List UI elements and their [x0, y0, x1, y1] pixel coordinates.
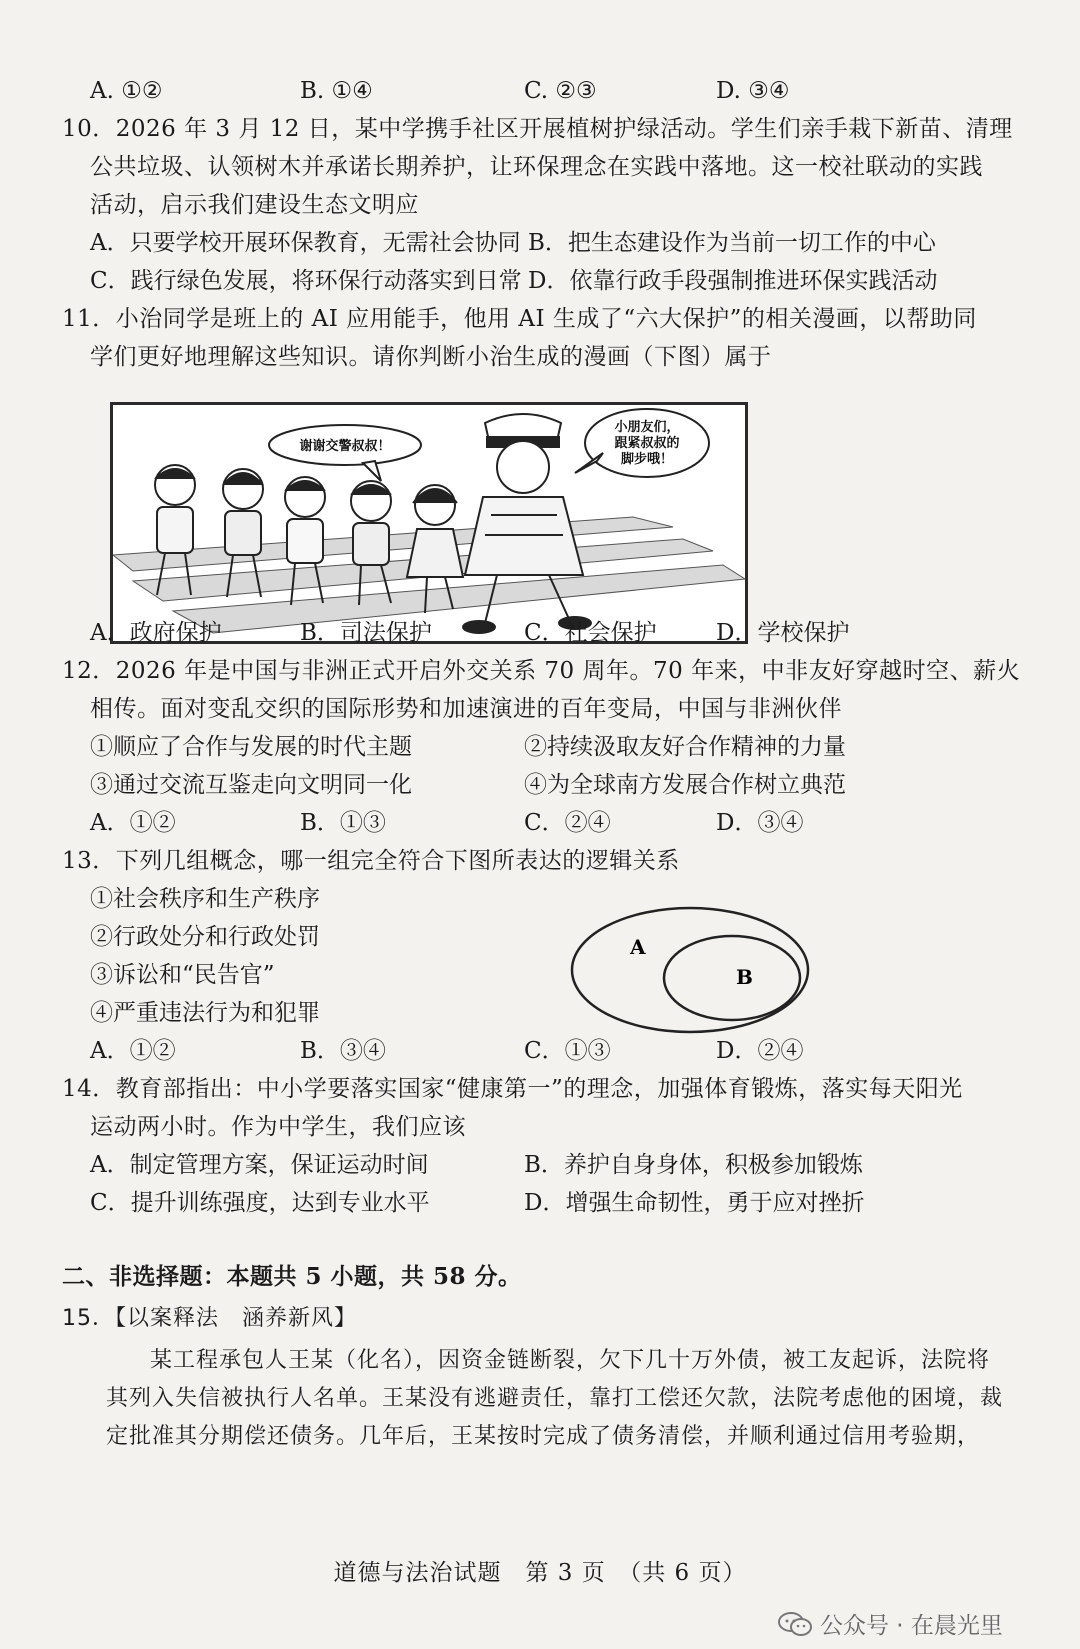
speech-bubble-left — [269, 425, 421, 481]
q13-option-b: B．③④ — [300, 1038, 386, 1064]
q12-statement-2: ②持续汲取友好合作精神的力量 — [524, 734, 846, 760]
q13-option-a: A．①② — [90, 1038, 176, 1064]
q14-option-c: C．提升训练强度，达到专业水平 — [90, 1190, 430, 1216]
wechat-watermark — [778, 1607, 1003, 1640]
q11-option-b: B．司法保护 — [300, 620, 432, 646]
q12-statement-4: ④为全球南方发展合作树立典范 — [524, 772, 846, 798]
q10-option-c: C．践行绿色发展，将环保行动落实到日常 — [90, 268, 522, 294]
q14-option-a: A．制定管理方案，保证运动时间 — [90, 1152, 429, 1178]
venn-outer-ellipse — [572, 908, 808, 1032]
q14-option-b: B．养护自身身体，积极参加锻炼 — [524, 1152, 863, 1178]
q13-line: 13．下列几组概念，哪一组完全符合下图所表达的逻辑关系 — [62, 848, 680, 874]
traffic-police-cartoon — [110, 402, 748, 644]
q10-option-d: D．依靠行政手段强制推进环保实践活动 — [528, 268, 938, 294]
bubble-right-line-3: 脚步哦！ — [620, 452, 674, 467]
venn-diagram — [560, 900, 820, 1040]
q10-line-2: 公共垃圾、认领树木并承诺长期养护，让环保理念在实践中落地。这一校社联动的实践 — [90, 154, 983, 180]
speech-bubble-right — [575, 409, 709, 477]
q11-option-a: A．政府保护 — [90, 620, 222, 646]
q12-statement-1: ①顺应了合作与发展的时代主题 — [90, 734, 412, 760]
venn-label-a: A — [630, 935, 646, 959]
bubble-left-text: 谢谢交警叔叔！ — [299, 439, 391, 454]
venn-label-b: B — [736, 965, 753, 989]
q11-line-2: 学们更好地理解这些知识。请你判断小治生成的漫画（下图）属于 — [90, 344, 772, 370]
q12-statement-3: ③通过交流互鉴走向文明同一化 — [90, 772, 412, 798]
q15-line-2: 其列入失信被执行人名单。王某没有逃避责任，靠打工偿还欠款，法院考虑他的困境，裁 — [106, 1386, 1004, 1411]
q14-option-d: D．增强生命韧性，勇于应对挫折 — [524, 1190, 865, 1216]
q14-line-1: 14．教育部指出：中小学要落实国家“健康第一”的理念，加强体育锻炼，落实每天阳光 — [62, 1076, 963, 1102]
q10-line-1: 10．2026 年 3 月 12 日，某中学携手社区开展植树护绿活动。学生们亲手栽下新苗、清理 — [62, 116, 1013, 142]
q15-title: 15．【以案释法 涵养新风】 — [62, 1306, 357, 1331]
q9-option-b: B. ①④ — [300, 78, 373, 104]
q12-option-d: D．③④ — [716, 810, 804, 836]
watermark-text: 公众号 · 在晨光里 — [820, 1613, 1003, 1639]
q9-option-d: D. ③④ — [716, 78, 790, 104]
q10-option-b: B．把生态建设作为当前一切工作的中心 — [528, 230, 936, 256]
q15-line-1: 某工程承包人王某（化名），因资金链断裂，欠下几十万外债，被工友起诉，法院将 — [150, 1348, 991, 1373]
q14-line-2: 运动两小时。作为中学生，我们应该 — [90, 1114, 466, 1140]
q12-option-c: C．②④ — [524, 810, 611, 836]
q13-statement-4: ④严重违法行为和犯罪 — [90, 1000, 320, 1026]
q13-option-c: C．①③ — [524, 1038, 611, 1064]
section-2-title: 二、非选择题：本题共 5 小题，共 58 分。 — [62, 1263, 522, 1290]
q12-line-1: 12．2026 年是中国与非洲正式开启外交关系 70 周年。70 年来，中非友好穿越时空、薪火 — [62, 658, 1021, 684]
q15-line-3: 定批准其分期偿还债务。几年后，王某按时完成了债务清偿，并顺利通过信用考验期， — [106, 1424, 981, 1449]
q11-option-c: C．社会保护 — [524, 620, 657, 646]
q9-option-a: A. ①② — [90, 78, 163, 104]
q12-option-a: A．①② — [90, 810, 176, 836]
venn-inner-ellipse — [664, 936, 800, 1020]
bubble-right-line-1: 小朋友们， — [614, 420, 680, 435]
wechat-icon — [778, 1611, 812, 1637]
q11-line-1: 11．小治同学是班上的 AI 应用能手，他用 AI 生成了“六大保护”的相关漫画，以帮助同 — [62, 306, 977, 332]
page-footer: 道德与法治试题 第 3 页 （共 6 页） — [333, 1560, 747, 1586]
q13-option-d: D．②④ — [716, 1038, 804, 1064]
q10-line-3: 活动，启示我们建设生态文明应 — [90, 192, 419, 218]
cartoon-illustration — [113, 405, 745, 641]
q13-statement-3: ③诉讼和“民告官” — [90, 962, 275, 988]
q10-option-a: A．只要学校开展环保教育，无需社会协同 — [90, 230, 521, 256]
q12-line-2: 相传。面对变乱交织的国际形势和加速演进的百年变局，中国与非洲伙伴 — [90, 696, 842, 722]
q11-option-d: D．学校保护 — [716, 620, 850, 646]
q9-option-c: C. ②③ — [524, 78, 597, 104]
q12-option-b: B．①③ — [300, 810, 386, 836]
bubble-right-line-2: 跟紧叔叔的 — [614, 436, 680, 451]
q13-statement-1: ①社会秩序和生产秩序 — [90, 886, 320, 912]
q13-statement-2: ②行政处分和行政处罚 — [90, 924, 320, 950]
